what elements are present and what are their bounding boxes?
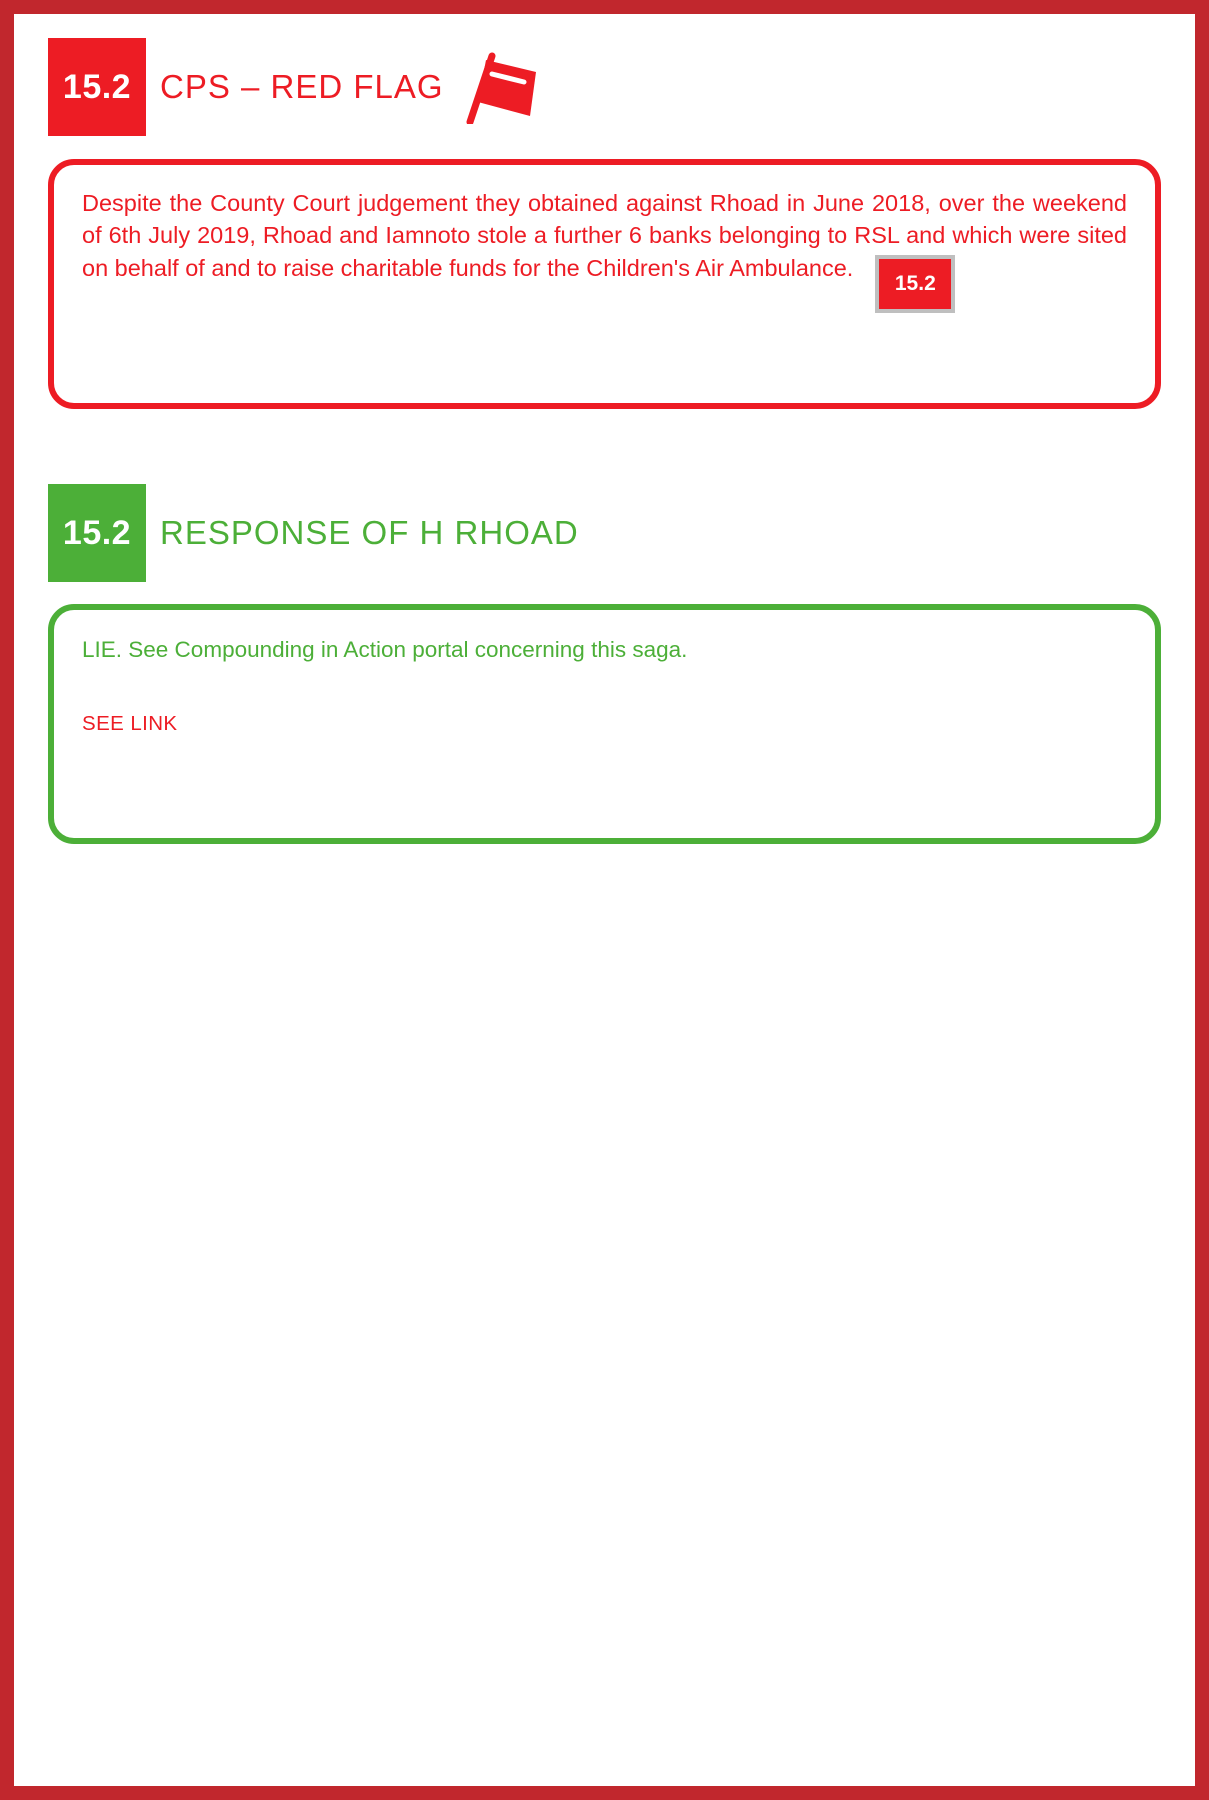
document-page	[14, 14, 1195, 1786]
section-response-h-rhoad	[14, 484, 1195, 844]
response-content-box	[48, 604, 1161, 844]
section-title-green: RESPONSE OF H RHOAD	[160, 514, 579, 551]
see-link[interactable]: SEE LINK	[82, 711, 178, 735]
red-flag-body-text	[82, 187, 1127, 313]
response-body-text: LIE. See Compounding in Action portal concerning this saga.	[82, 637, 688, 662]
red-flag-icon	[462, 50, 542, 124]
section-number-badge-green: 15.2	[48, 484, 146, 582]
section-header-green	[14, 484, 1195, 582]
inline-reference-badge: 15.2	[875, 255, 955, 313]
section-title-red: CPS – RED FLAG	[160, 68, 444, 105]
red-flag-body-paragraph: Despite the County Court judgement they obtained against Rhoad in June 2018, over the weekend of 6th July 2019, Rhoad and Iamnoto stole a further 6 banks belonging to RSL and which were sited on behalf of and to raise charitable funds for the Children's Air Ambulance.	[82, 190, 1127, 281]
section-number-badge-red: 15.2	[48, 38, 146, 136]
red-flag-content-box	[48, 159, 1161, 409]
section-cps-red-flag	[14, 38, 1195, 409]
section-header-red	[14, 38, 1195, 136]
